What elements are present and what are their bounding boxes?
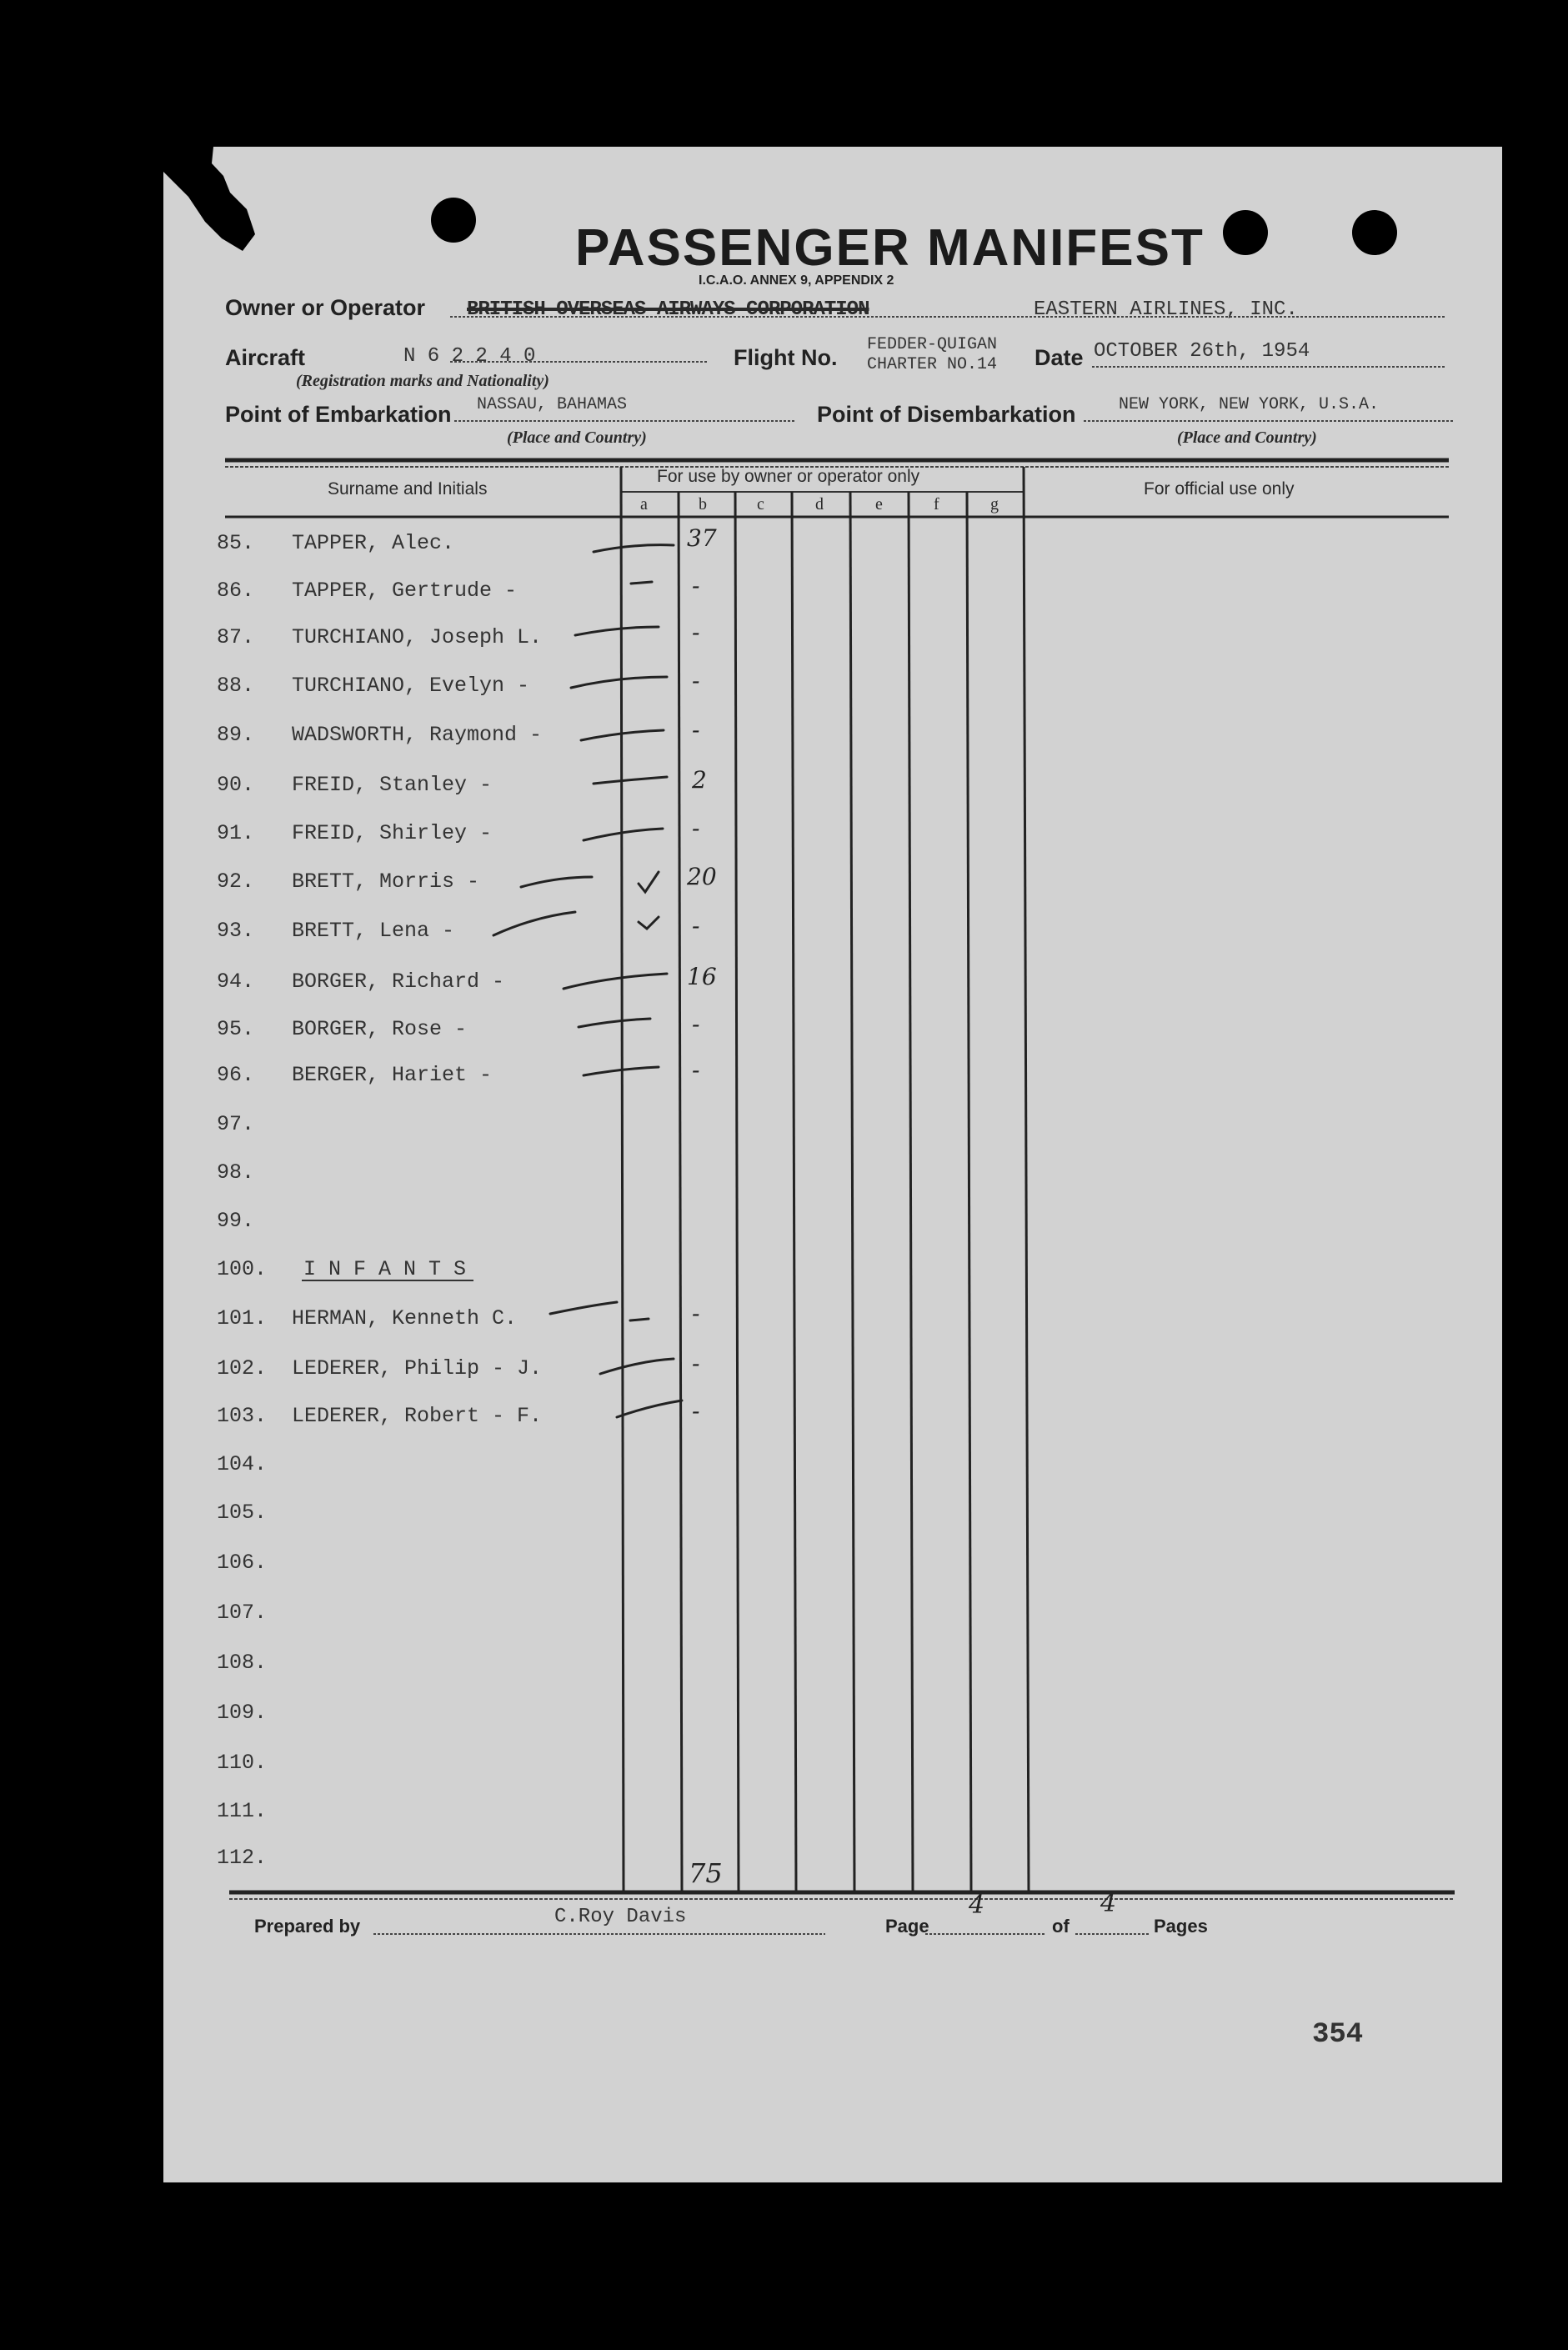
col-letter-e: e xyxy=(875,495,883,514)
passenger-name: TURCHIANO, Evelyn - xyxy=(292,674,530,698)
page-label: Page xyxy=(885,1916,929,1937)
infants-heading: I N F A N T S xyxy=(303,1257,467,1281)
row-number: 102. xyxy=(217,1356,268,1380)
col-b-mark: - xyxy=(692,572,700,599)
row-number: 89. xyxy=(217,723,255,747)
row-number: 111. xyxy=(217,1799,268,1823)
row-number: 86. xyxy=(217,579,255,603)
passenger-name: LEDERER, Robert - F. xyxy=(292,1404,543,1428)
row-number: 107. xyxy=(217,1601,268,1625)
embarkation-value: NASSAU, BAHAMAS xyxy=(477,395,628,414)
passenger-name: HERMAN, Kenneth C. xyxy=(292,1306,518,1330)
flight-value-line1: FEDDER-QUIGAN xyxy=(867,335,998,354)
aircraft-value: N 6 2 2 4 0 xyxy=(403,345,536,368)
embarkation-label: Point of Embarkation xyxy=(225,402,452,427)
aircraft-label: Aircraft xyxy=(225,345,306,370)
col-letter-a: a xyxy=(640,495,648,514)
page-title: PASSENGER MANIFEST xyxy=(575,219,1205,277)
page-subtitle: I.C.A.O. ANNEX 9, APPENDIX 2 xyxy=(699,273,894,288)
prepared-by-label: Prepared by xyxy=(254,1916,361,1937)
disembarkation-label: Point of Disembarkation xyxy=(817,402,1076,427)
aircraft-note: (Registration marks and Nationality) xyxy=(296,372,549,390)
col-b-mark: - xyxy=(692,1350,700,1377)
flight-value-line2: CHARTER NO.14 xyxy=(867,355,998,374)
row-number: 100. xyxy=(217,1257,268,1281)
embarkation-note: (Place and Country) xyxy=(507,428,647,447)
row-number: 87. xyxy=(217,625,255,649)
passenger-name: BORGER, Rose - xyxy=(292,1017,468,1041)
col-header-owner-use: For use by owner or operator only xyxy=(657,467,920,486)
disembarkation-note: (Place and Country) xyxy=(1177,428,1317,447)
owner-value: EASTERN AIRLINES, INC. xyxy=(1034,298,1298,321)
row-number: 108. xyxy=(217,1651,268,1675)
row-number: 93. xyxy=(217,919,255,943)
col-b-mark: - xyxy=(692,1397,700,1425)
col-b-mark: 37 xyxy=(687,524,717,552)
row-number: 90. xyxy=(217,773,255,797)
passenger-name: FREID, Shirley - xyxy=(292,821,493,845)
col-b-mark: - xyxy=(692,1056,700,1084)
owner-struck-value: BRITISH OVERSEAS AIRWAYS CORPORATION xyxy=(467,298,869,321)
passenger-name: BRETT, Lena - xyxy=(292,919,455,943)
col-b-mark: 20 xyxy=(687,863,717,890)
row-number: 110. xyxy=(217,1751,268,1775)
col-letter-g: g xyxy=(990,495,999,514)
col-letter-b: b xyxy=(699,495,707,514)
passenger-name: FREID, Stanley - xyxy=(292,773,493,797)
passenger-name: TAPPER, Alec. xyxy=(292,531,455,555)
row-number: 106. xyxy=(217,1551,268,1575)
row-number: 88. xyxy=(217,674,255,698)
row-number: 95. xyxy=(217,1017,255,1041)
passenger-name: BORGER, Richard - xyxy=(292,970,505,994)
col-letter-c: c xyxy=(757,495,764,514)
col-b-mark: - xyxy=(692,1300,700,1327)
passenger-name: LEDERER, Philip - J. xyxy=(292,1356,543,1380)
passenger-name: WADSWORTH, Raymond - xyxy=(292,723,543,747)
row-number: 104. xyxy=(217,1452,268,1476)
pages-label: Pages xyxy=(1154,1916,1208,1937)
row-number: 98. xyxy=(217,1160,255,1185)
row-number: 109. xyxy=(217,1701,268,1725)
prepared-by-value: C.Roy Davis xyxy=(554,1906,687,1928)
page-value: 4 xyxy=(969,1891,985,1920)
row-number: 92. xyxy=(217,869,255,894)
col-b-mark: - xyxy=(692,667,700,694)
row-number: 94. xyxy=(217,970,255,994)
col-b-mark: - xyxy=(692,619,700,646)
of-label: of xyxy=(1052,1916,1070,1937)
flight-label: Flight No. xyxy=(734,345,838,370)
row-number: 105. xyxy=(217,1501,268,1525)
date-value: OCTOBER 26th, 1954 xyxy=(1094,340,1310,363)
row-number: 101. xyxy=(217,1306,268,1330)
row-number: 97. xyxy=(217,1112,255,1136)
passenger-name: BERGER, Hariet - xyxy=(292,1063,493,1087)
col-b-mark: 16 xyxy=(687,963,717,990)
col-letter-f: f xyxy=(934,495,939,514)
row-number: 85. xyxy=(217,531,255,555)
date-label: Date xyxy=(1034,345,1084,370)
row-number: 96. xyxy=(217,1063,255,1087)
col-b-mark: - xyxy=(692,912,700,939)
owner-label: Owner or Operator xyxy=(225,295,426,320)
col-b-mark: 2 xyxy=(692,766,707,794)
total-col-b: 75 xyxy=(689,1857,723,1889)
row-number: 91. xyxy=(217,821,255,845)
col-header-surname: Surname and Initials xyxy=(328,479,488,499)
passenger-name: TAPPER, Gertrude - xyxy=(292,579,518,603)
passenger-name: BRETT, Morris - xyxy=(292,869,480,894)
col-letter-d: d xyxy=(815,495,824,514)
of-value: 4 xyxy=(1100,1889,1117,1918)
disembarkation-value: NEW YORK, NEW YORK, U.S.A. xyxy=(1119,395,1380,414)
col-b-mark: - xyxy=(692,814,700,842)
col-b-mark: - xyxy=(692,1010,700,1038)
stamp-number: 354 xyxy=(1312,2019,1364,2051)
col-header-official: For official use only xyxy=(1144,479,1295,499)
row-number: 103. xyxy=(217,1404,268,1428)
passenger-name: TURCHIANO, Joseph L. xyxy=(292,625,543,649)
row-number: 99. xyxy=(217,1209,255,1233)
row-number: 112. xyxy=(217,1846,268,1870)
col-b-mark: - xyxy=(692,716,700,744)
